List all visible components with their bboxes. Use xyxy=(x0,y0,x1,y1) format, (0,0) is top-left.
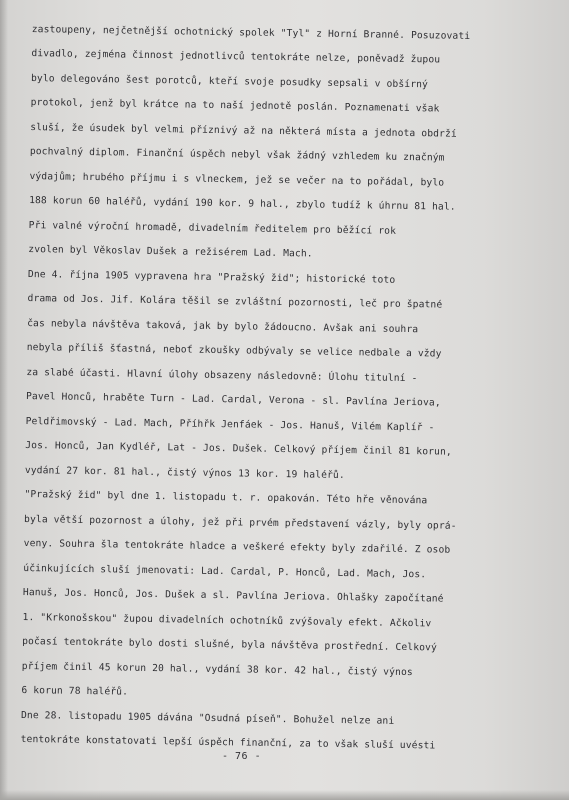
text-line: byla větší pozornost a úlohy, jež při prvém představení vázly, byly oprá- xyxy=(24,513,457,532)
text-line: Při valné výroční hromadě, divadelním ředitelem pro běžící rok xyxy=(28,220,397,237)
text-line: 188 korun 60 haléřů, vydání 190 kor. 9 hal., zbylo tudíž k úhrnu 81 hal. xyxy=(29,195,456,213)
text-line: Pavel Honců, hraběte Turn - Lad. Cardal, Verona - sl. Pavlína Jeriova, xyxy=(25,391,441,409)
text-line: veny. Souhra šla tentokráte hladce a veškeré efekty byly zdařilé. Z osob xyxy=(23,537,451,556)
text-line: divadlo, zejména činnost jednotlivců tentokráte nelze, poněvadž župou xyxy=(31,48,441,66)
text-line: zastoupeny, nejčetnější ochotnický spolek "Tyl" z Horní Branné. Posuzovati xyxy=(31,24,471,42)
text-line: 6 korun 78 haléřů. xyxy=(21,684,129,698)
text-line: vydání 27 kor. 81 hal., čistý výnos 13 kor. 19 haléřů. xyxy=(24,465,345,482)
text-line: Jos. Honců, Jan Kydléř, Lat - Jos. Dušek. Celkový příjem činil 81 korun, xyxy=(25,440,452,458)
text-line: pochvalný diplom. Finanční úspěch nebyl však žádný vzhledem ku značným xyxy=(29,146,445,164)
text-line: Peldřimovský - Lad. Mach, Příhřk Jenfáek - Jos. Hanuš, Vilém Kaplíř - xyxy=(25,416,435,434)
text-line: nebyla příliš šťastná, neboť zkoušky odbývaly se velice nedbale a vždy xyxy=(26,342,442,360)
text-line: zvolen byl Věkoslav Dušek a režisérem Lad. Mach. xyxy=(28,244,313,260)
text-line: účinkujících sluší jmenovati: Lad. Cardal, P. Honců, Lad. Mach, Jos. xyxy=(23,562,427,581)
text-line: protokol, jenž byl krátce na to naší jednotě poslán. Poznamenati však xyxy=(30,97,440,115)
page-bottom-edge xyxy=(0,790,569,800)
text-line: sluší, že úsudek byl velmi příznivý až na některá místa a jednota obdrží xyxy=(30,122,457,140)
text-line: příjem činil 45 korun 20 hal., vydání 38 kor. 42 hal., čistý výnos xyxy=(21,660,413,679)
text-line: Dne 4. října 1905 vypravena hra "Pražský žid"; historické toto xyxy=(27,269,396,286)
text-line: "Pražský žid" byl dne 1. listopadu t. r. opakován. Této hře věnována xyxy=(24,488,428,507)
text-line: počasí tentokráte bylo dosti slušné, byla návštěva prostřední. Celkový xyxy=(22,635,438,654)
text-line: drama od Jos. Jif. Kolára těšil se zvláštní pozornosti, leč pro špatné xyxy=(27,293,443,311)
text-line: Dne 28. listopadu 1905 dávána "Osudná píseň". Bohužel nelze ani xyxy=(20,709,395,727)
text-line: čas nebyla návštěva taková, jak by bylo žádoucno. Avšak ani souhra xyxy=(27,318,419,336)
text-line: výdajům; hrubého příjmu i s vlneckem, jež se večer na to pořádal, bylo xyxy=(29,171,445,189)
text-line: Hanuš, Jos. Honců, Jos. Dušek a sl. Pavlína Jeriova. Ohlašky započítané xyxy=(22,586,444,605)
text-line: 1. "Krkonošskou" župou divadelních ochotníků zvýšovaly efekt. Ačkoliv xyxy=(22,611,432,630)
text-line: tentokráte konstatovati lepší úspěch finanční, za to však sluší uvésti xyxy=(20,733,436,752)
text-line: bylo delegováno šest porotců, kteří svoje posudky sepsali v obšírný xyxy=(30,73,429,91)
page-number: - 76 - xyxy=(222,751,262,762)
text-line: za slabé účasti. Hlavní úlohy obsazeny následovně: Úlohu titulní - xyxy=(26,367,418,385)
